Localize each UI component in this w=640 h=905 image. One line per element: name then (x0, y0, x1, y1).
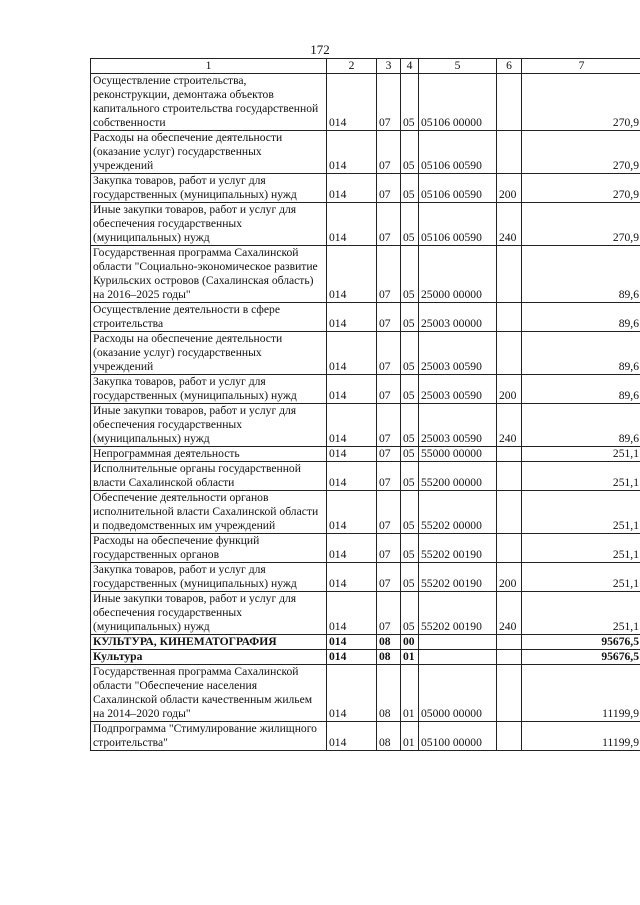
admin-code: 014 (327, 131, 377, 174)
table-row (91, 650, 640, 665)
amount: 89,6 (522, 246, 640, 303)
expense-type-code (497, 246, 522, 303)
admin-code: 014 (327, 491, 377, 534)
amount: 270,9 (522, 174, 640, 203)
section-code: 07 (377, 534, 401, 563)
target-article-code: 25003 00590 (419, 332, 497, 375)
subsection-code: 05 (401, 375, 419, 404)
expense-type-code: 200 (497, 174, 522, 203)
section-code: 07 (377, 563, 401, 592)
target-article-code: 05000 00000 (419, 665, 497, 722)
subsection-code: 05 (401, 332, 419, 375)
column-number: 7 (522, 59, 640, 74)
table-row (91, 246, 640, 303)
subsection-code: 05 (401, 462, 419, 491)
section-code: 07 (377, 332, 401, 375)
subsection-code: 05 (401, 534, 419, 563)
target-article-code: 55200 00000 (419, 462, 497, 491)
section-code: 08 (377, 650, 401, 665)
amount: 89,6 (522, 332, 640, 375)
table-row (91, 563, 640, 592)
expense-type-code (497, 491, 522, 534)
table-row (91, 635, 640, 650)
row-name: Государственная программа Сахалинской области "Обеспечение населения Сахалинской области качественным жильем на 2014–2020 годы" (91, 665, 327, 722)
row-name: Осуществление деятельности в сфере строительства (91, 303, 327, 332)
table-row (91, 203, 640, 246)
row-name: Подпрограмма "Стимулирование жилищного строительства" (91, 722, 327, 751)
amount: 89,6 (522, 375, 640, 404)
admin-code: 014 (327, 203, 377, 246)
row-name: Расходы на обеспечение функций государственных органов (91, 534, 327, 563)
section-code: 07 (377, 303, 401, 332)
expense-type-code: 200 (497, 563, 522, 592)
amount: 95676,5 (522, 635, 640, 650)
amount: 251,1 (522, 563, 640, 592)
row-name: Осуществление строительства, реконструкции, демонтажа объектов капитального строительства государственной собственности (91, 74, 327, 131)
expense-type-code (497, 303, 522, 332)
target-article-code: 25000 00000 (419, 246, 497, 303)
table-row (91, 722, 640, 751)
amount: 251,1 (522, 491, 640, 534)
row-name: Расходы на обеспечение деятельности (оказание услуг) государственных учреждений (91, 131, 327, 174)
admin-code: 014 (327, 665, 377, 722)
admin-code: 014 (327, 246, 377, 303)
subsection-code: 05 (401, 447, 419, 462)
target-article-code: 05106 00590 (419, 174, 497, 203)
page-number: 172 (310, 42, 330, 57)
section-code: 07 (377, 131, 401, 174)
amount: 251,1 (522, 534, 640, 563)
table-row (91, 303, 640, 332)
row-name: Непрограммная деятельность (91, 447, 327, 462)
column-number: 6 (497, 59, 522, 74)
amount: 270,9 (522, 131, 640, 174)
section-code: 07 (377, 203, 401, 246)
table-row (91, 592, 640, 635)
admin-code: 014 (327, 592, 377, 635)
section-code: 08 (377, 635, 401, 650)
row-name: Иные закупки товаров, работ и услуг для обеспечения государственных (муниципальных) нужд (91, 592, 327, 635)
expense-type-code (497, 462, 522, 491)
column-number: 2 (327, 59, 377, 74)
section-code: 08 (377, 665, 401, 722)
target-article-code: 55202 00000 (419, 491, 497, 534)
target-article-code: 05106 00000 (419, 74, 497, 131)
table-row (91, 131, 640, 174)
amount: 11199,9 (522, 665, 640, 722)
column-number: 1 (91, 59, 327, 74)
column-number: 4 (401, 59, 419, 74)
expense-type-code (497, 332, 522, 375)
section-code: 07 (377, 447, 401, 462)
row-name: Закупка товаров, работ и услуг для государственных (муниципальных) нужд (91, 375, 327, 404)
table-row (91, 665, 640, 722)
subsection-code: 05 (401, 404, 419, 447)
table-row (91, 174, 640, 203)
column-number: 3 (377, 59, 401, 74)
column-number: 5 (419, 59, 497, 74)
subsection-code: 05 (401, 563, 419, 592)
subsection-code: 05 (401, 131, 419, 174)
target-article-code: 05106 00590 (419, 203, 497, 246)
admin-code: 014 (327, 174, 377, 203)
budget-table (90, 58, 640, 751)
section-code: 07 (377, 375, 401, 404)
subsection-code: 05 (401, 203, 419, 246)
admin-code: 014 (327, 722, 377, 751)
subsection-code: 01 (401, 722, 419, 751)
expense-type-code: 240 (497, 404, 522, 447)
admin-code: 014 (327, 534, 377, 563)
subsection-code: 05 (401, 303, 419, 332)
expense-type-code (497, 447, 522, 462)
subsection-code: 05 (401, 74, 419, 131)
admin-code: 014 (327, 635, 377, 650)
target-article-code (419, 635, 497, 650)
expense-type-code (497, 665, 522, 722)
target-article-code: 25003 00590 (419, 404, 497, 447)
section-code: 07 (377, 174, 401, 203)
target-article-code: 05100 00000 (419, 722, 497, 751)
row-name: Исполнительные органы государственной власти Сахалинской области (91, 462, 327, 491)
admin-code: 014 (327, 303, 377, 332)
amount: 89,6 (522, 303, 640, 332)
admin-code: 014 (327, 375, 377, 404)
amount: 270,9 (522, 74, 640, 131)
row-name: Обеспечение деятельности органов исполнительной власти Сахалинской области и подведомственных им учреждений (91, 491, 327, 534)
target-article-code: 05106 00590 (419, 131, 497, 174)
target-article-code: 25003 00590 (419, 375, 497, 404)
target-article-code: 55202 00190 (419, 592, 497, 635)
subsection-code: 01 (401, 665, 419, 722)
row-name: Закупка товаров, работ и услуг для государственных (муниципальных) нужд (91, 563, 327, 592)
column-number-row (91, 59, 640, 74)
section-code: 07 (377, 462, 401, 491)
table-row (91, 447, 640, 462)
amount: 251,1 (522, 447, 640, 462)
section-code: 07 (377, 404, 401, 447)
table-row (91, 462, 640, 491)
expense-type-code (497, 650, 522, 665)
table-row (91, 74, 640, 131)
table-row (91, 534, 640, 563)
expense-type-code (497, 722, 522, 751)
expense-type-code (497, 131, 522, 174)
row-name: Государственная программа Сахалинской области "Социально-экономическое развитие Курильских островов (Сахалинская область) на 2016–2025 годы" (91, 246, 327, 303)
amount: 11199,9 (522, 722, 640, 751)
amount: 95676,5 (522, 650, 640, 665)
row-name: Культура (91, 650, 327, 665)
section-code: 08 (377, 722, 401, 751)
amount: 251,1 (522, 592, 640, 635)
target-article-code (419, 650, 497, 665)
admin-code: 014 (327, 650, 377, 665)
subsection-code: 05 (401, 246, 419, 303)
section-code: 07 (377, 592, 401, 635)
expense-type-code: 200 (497, 375, 522, 404)
subsection-code: 05 (401, 592, 419, 635)
subsection-code: 01 (401, 650, 419, 665)
target-article-code: 55202 00190 (419, 534, 497, 563)
row-name: Расходы на обеспечение деятельности (оказание услуг) государственных учреждений (91, 332, 327, 375)
admin-code: 014 (327, 74, 377, 131)
row-name: Иные закупки товаров, работ и услуг для обеспечения государственных (муниципальных) нужд (91, 404, 327, 447)
expense-type-code (497, 74, 522, 131)
table-row (91, 404, 640, 447)
admin-code: 014 (327, 447, 377, 462)
amount: 89,6 (522, 404, 640, 447)
admin-code: 014 (327, 563, 377, 592)
table-row (91, 375, 640, 404)
section-code: 07 (377, 74, 401, 131)
section-code: 07 (377, 246, 401, 303)
expense-type-code: 240 (497, 592, 522, 635)
amount: 270,9 (522, 203, 640, 246)
amount: 251,1 (522, 462, 640, 491)
row-name: Иные закупки товаров, работ и услуг для обеспечения государственных (муниципальных) нужд (91, 203, 327, 246)
table-row (91, 491, 640, 534)
target-article-code: 25003 00000 (419, 303, 497, 332)
row-name: Закупка товаров, работ и услуг для государственных (муниципальных) нужд (91, 174, 327, 203)
expense-type-code: 240 (497, 203, 522, 246)
admin-code: 014 (327, 404, 377, 447)
expense-type-code (497, 534, 522, 563)
subsection-code: 05 (401, 174, 419, 203)
section-code: 07 (377, 491, 401, 534)
target-article-code: 55000 00000 (419, 447, 497, 462)
row-name: КУЛЬТУРА, КИНЕМАТОГРАФИЯ (91, 635, 327, 650)
subsection-code: 00 (401, 635, 419, 650)
admin-code: 014 (327, 332, 377, 375)
target-article-code: 55202 00190 (419, 563, 497, 592)
admin-code: 014 (327, 462, 377, 491)
subsection-code: 05 (401, 491, 419, 534)
expense-type-code (497, 635, 522, 650)
table-row (91, 332, 640, 375)
